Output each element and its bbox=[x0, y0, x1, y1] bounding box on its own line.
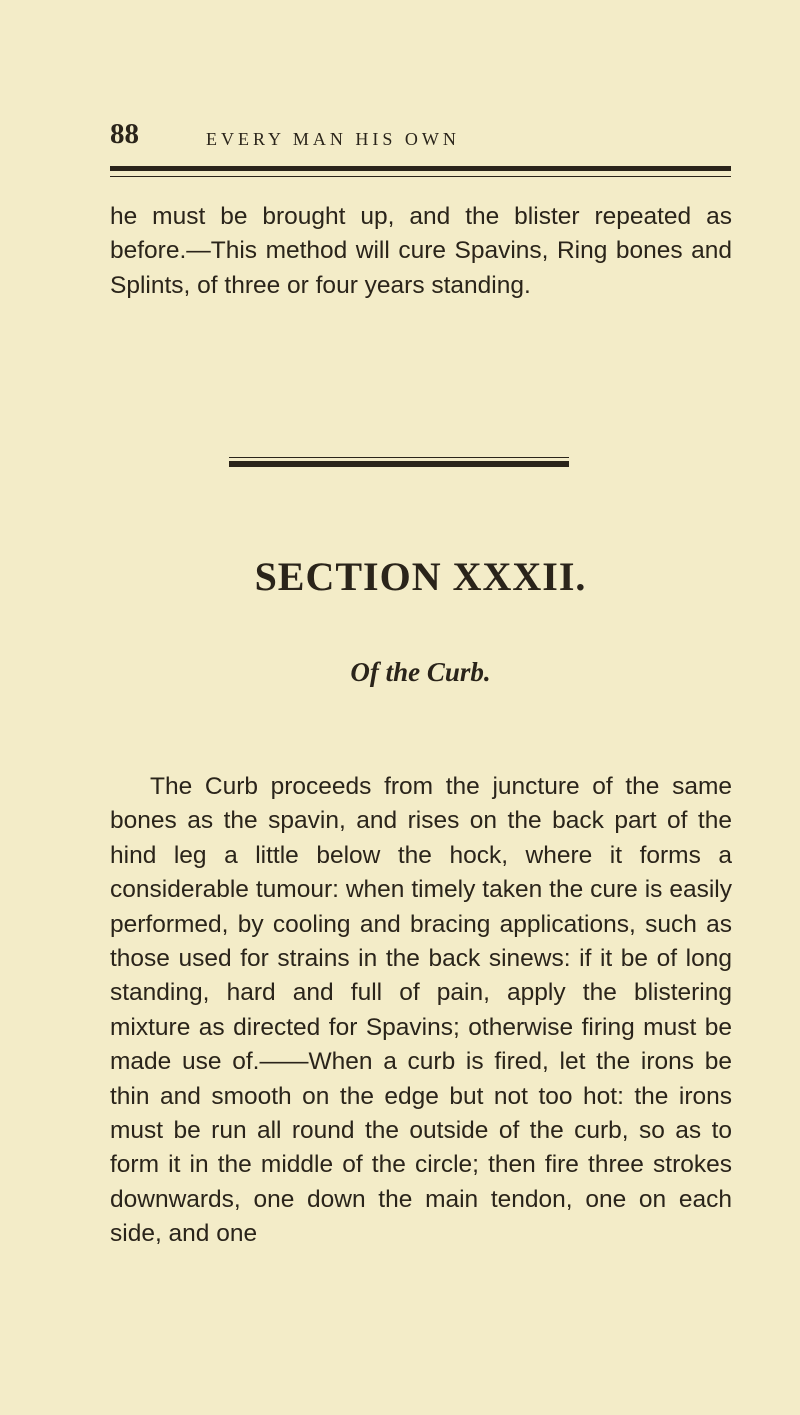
section-paragraph: The Curb proceeds from the juncture of the same bones as the spavin, and rises on the back part of the hind leg a little below the hock, where it forms a considerable tumour: when timely taken the cure is easily performed, by cooling and bracing applications, such as those used for strains in the back sinews: if it be of long standing, hard and full of pain, apply the blistering mixture as directed for Spavins; otherwise firing must be made use of.——When a curb is fired, let the irons be thin and smooth on the edge but not too hot: the irons must be run all round the outside of the curb, so as to form it in the middle of the circle; then fire three strokes downwards, one down the main tendon, one on each side, and one bbox=[110, 773, 732, 1248]
running-header bbox=[110, 118, 730, 158]
page-number: 88 bbox=[110, 118, 139, 150]
section-heading: SECTION XXXII. bbox=[254, 554, 587, 599]
section-subheading: Of the Curb. bbox=[350, 657, 491, 687]
continuation-paragraph: he must be brought up, and the blister repeated as before.—This method will cure Spavins, Ring bones and Splints, of three or four years standing. bbox=[110, 203, 732, 299]
section-divider-thick bbox=[229, 461, 569, 467]
section-divider-thin bbox=[229, 457, 569, 458]
header-rule-thick bbox=[110, 166, 731, 171]
header-rule-thin bbox=[110, 176, 731, 177]
running-title: EVERY MAN HIS OWN bbox=[206, 129, 460, 149]
